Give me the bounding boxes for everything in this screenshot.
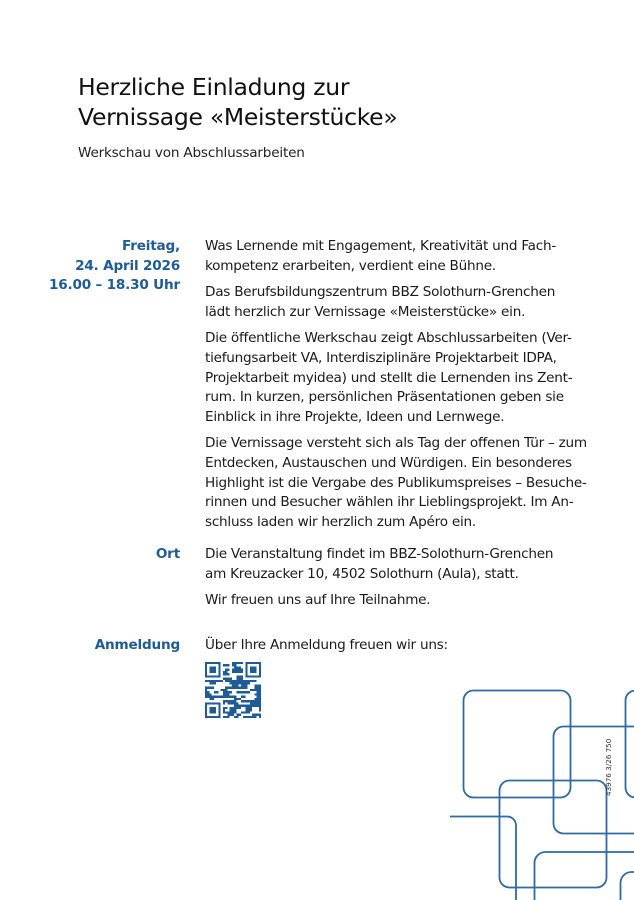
registration-text bbox=[205, 636, 585, 663]
text-line: Einblick in ihre Projekte, Ideen und Lernwege. bbox=[205, 408, 505, 425]
event-day: Freitag, bbox=[122, 238, 180, 254]
deco-line bbox=[450, 817, 516, 900]
text-line: Über Ihre Anmeldung freuen wir uns: bbox=[205, 637, 448, 653]
text-line: Highlight ist die Vergabe des Publikumspreises – Besuche- bbox=[205, 474, 587, 491]
qr-code-icon[interactable] bbox=[205, 662, 261, 718]
deco-rect bbox=[464, 691, 571, 798]
location-label-text: Ort bbox=[155, 546, 180, 562]
text-line: am Kreuzacker 10, 4502 Solothurn (Aula), statt. bbox=[205, 565, 519, 582]
deco-line bbox=[621, 872, 634, 900]
event-paragraph bbox=[205, 237, 585, 276]
text-line: rum. In kurzen, persönlichen Präsentationen geben sie bbox=[205, 389, 564, 406]
event-description bbox=[205, 237, 585, 539]
event-paragraph bbox=[205, 434, 585, 532]
event-date: 24. April 2026 bbox=[75, 257, 180, 274]
subtitle: Werkschau von Abschlussarbeiten bbox=[78, 145, 305, 161]
text-line: Was Lernende mit Engagement, Kreativität und Fach- bbox=[205, 238, 556, 254]
text-line: Das Berufsbildungszentrum BBZ Solothurn-Grenchen bbox=[205, 284, 556, 301]
location-paragraph bbox=[205, 545, 585, 584]
title-line-1: Herzliche Einladung zur bbox=[78, 73, 350, 101]
deco-rect bbox=[500, 781, 607, 888]
print-code: 43976 3/26 750 bbox=[604, 738, 613, 796]
title-line-2: Vernissage «Meisterstücke» bbox=[78, 103, 398, 131]
text-line: lädt herzlich zur Vernissage «Meisterstücke» ein. bbox=[205, 303, 526, 320]
event-paragraph bbox=[205, 329, 585, 427]
registration-label bbox=[95, 636, 180, 656]
location-label bbox=[156, 545, 180, 565]
event-paragraph bbox=[205, 283, 585, 322]
location-paragraph bbox=[205, 591, 585, 611]
deco-rect bbox=[554, 727, 634, 834]
text-line: kompetenz erarbeiten, verdient eine Bühne. bbox=[205, 257, 496, 274]
registration-label-text: Anmeldung bbox=[94, 637, 180, 653]
text-line: Wir freuen uns auf Ihre Teilnahme. bbox=[205, 592, 431, 609]
text-line: Die Veranstaltung findet im BBZ-Solothurn-Grenchen bbox=[205, 546, 554, 562]
text-line: Die Vernissage versteht sich als Tag der offenen Tür – zum bbox=[205, 435, 587, 452]
event-date-label bbox=[49, 237, 180, 296]
deco-rect bbox=[626, 691, 634, 798]
deco-line bbox=[535, 852, 634, 900]
location-description bbox=[205, 545, 585, 618]
text-line: schluss laden wir herzlich zum Apéro ein. bbox=[205, 513, 476, 530]
text-line: Projektarbeit myidea) und stellt die Lernenden ins Zent- bbox=[205, 369, 573, 386]
text-line: rinnen und Besucher wählen ihr Lieblingsprojekt. Im An- bbox=[205, 494, 574, 511]
event-time: 16.00 – 18.30 Uhr bbox=[48, 277, 180, 293]
text-line: Die öffentliche Werkschau zeigt Abschlussarbeiten (Ver- bbox=[205, 330, 572, 347]
text-line: tiefungsarbeit VA, Interdisziplinäre Projektarbeit IDPA, bbox=[205, 349, 557, 366]
page-title bbox=[78, 72, 397, 132]
text-line: Entdecken, Austauschen und Würdigen. Ein besonderes bbox=[205, 454, 572, 471]
